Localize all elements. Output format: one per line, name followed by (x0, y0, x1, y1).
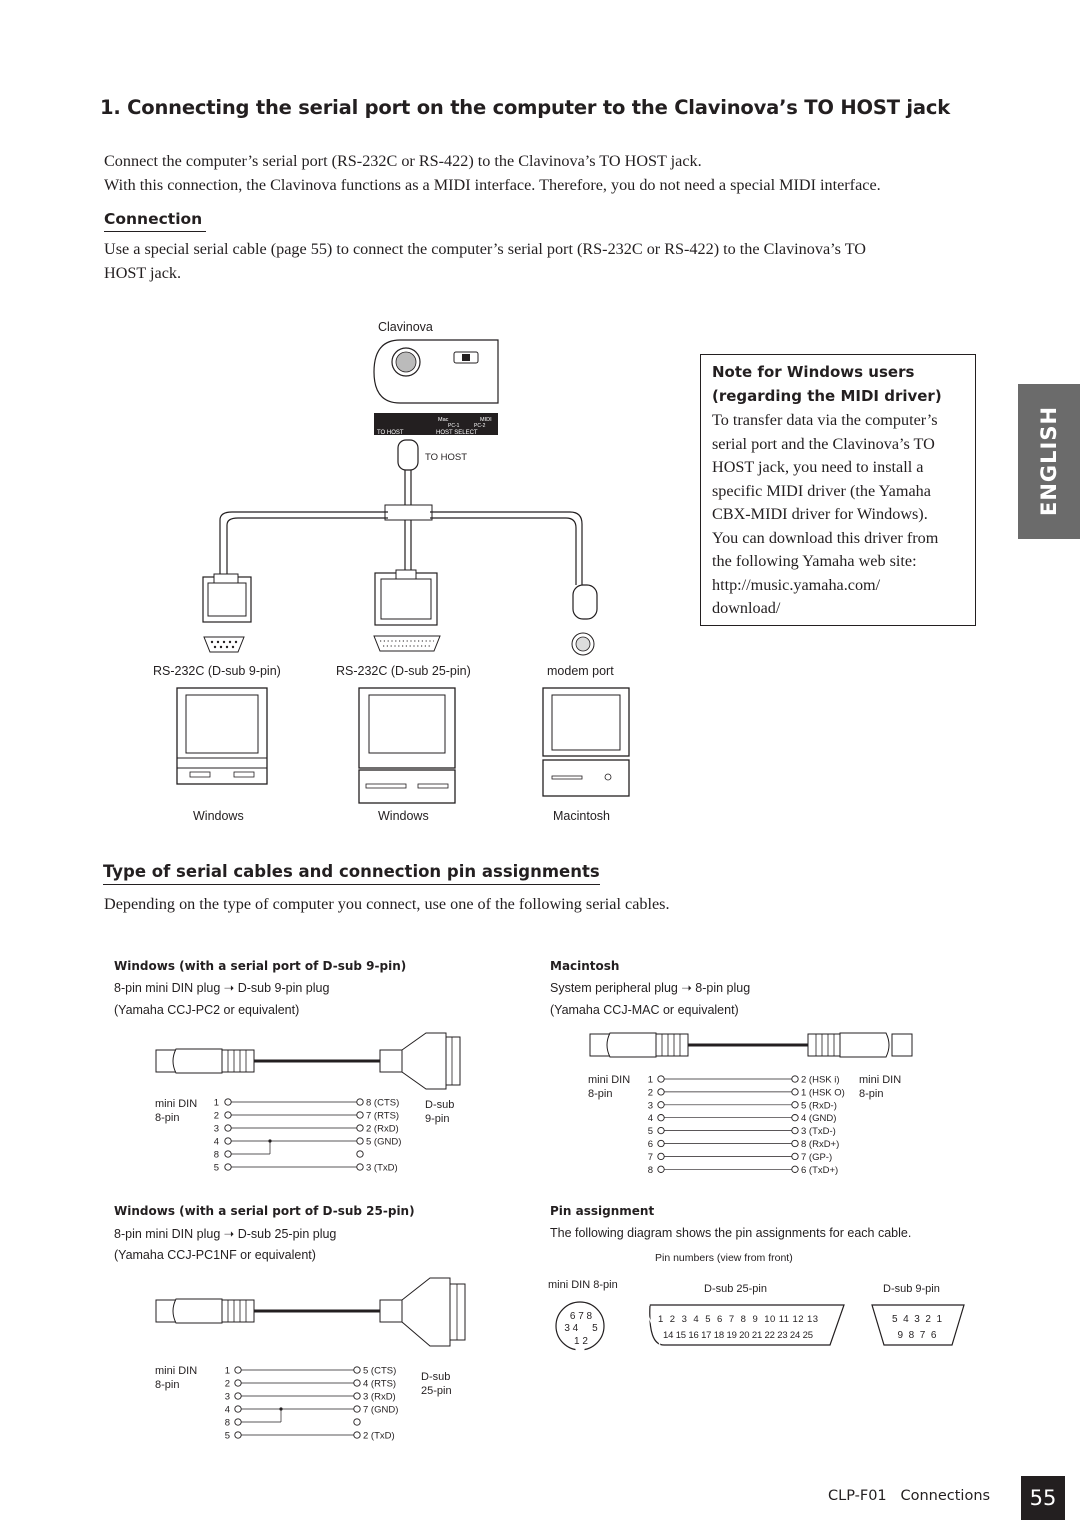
note-line: serial port and the Clavinova’s TO (712, 434, 935, 453)
pin-left-circle (225, 1125, 231, 1131)
port-label-dsub9: RS-232C (D-sub 9-pin) (153, 664, 281, 678)
pin-right-label: 2 (HSK i) (801, 1074, 840, 1086)
pin-left-label: 1 (213, 1097, 219, 1109)
pin-left-circle (658, 1153, 664, 1159)
intro-line-2: With this connection, the Clavinova functions as a MIDI interface. Therefore, you do not need a special MIDI interface. (104, 176, 881, 194)
svg-text:8-pin: 8-pin (155, 1379, 180, 1391)
svg-text:8-pin: 8-pin (859, 1088, 884, 1100)
svg-text:1 2 3 4 5 6 7 8 9 10: 1 2 3 4 5 6 7 8 9 10 11 12 13 (658, 1314, 818, 1325)
svg-text:9-pin: 9-pin (425, 1113, 450, 1125)
pin-right-circle (357, 1099, 363, 1105)
page-number: 55 (1021, 1476, 1065, 1520)
pin-right-label: 8 (CTS) (366, 1097, 400, 1109)
svg-text:PC-1: PC-1 (448, 423, 460, 429)
junction-dot (279, 1407, 282, 1410)
cable-win9-wiring (150, 1094, 470, 1174)
cable-mac-diagram (585, 1030, 925, 1066)
pin-right-circle (354, 1393, 360, 1399)
cable-mac-wiring (585, 1068, 925, 1178)
pin-left-circle (658, 1140, 664, 1146)
pin-right-label: 3 (RxD) (363, 1391, 396, 1403)
pin-left-label: 8 (213, 1149, 219, 1161)
pin-right-circle (792, 1076, 798, 1082)
pin-left-circle (658, 1127, 664, 1133)
pin-left-circle (235, 1432, 241, 1438)
section-heading: 1. Connecting the serial port on the computer to the Clavinova’s TO HOST jack (100, 96, 950, 119)
pin-left-label: 4 (224, 1404, 230, 1416)
pin-left-circle (235, 1419, 241, 1425)
cable-mac-title: Macintosh (550, 959, 620, 973)
svg-text:HOST SELECT: HOST SELECT (436, 430, 478, 436)
cable-win25-diagram (150, 1272, 480, 1352)
cable-win25-plug: 8-pin mini DIN plug ➝ D-sub 25-pin plug (114, 1227, 337, 1241)
pin-right-circle (792, 1127, 798, 1133)
pin-right-label: 7 (GND) (363, 1404, 399, 1416)
note-line: To transfer data via the computer’s (712, 411, 938, 429)
computer-label-windows-1: Windows (193, 809, 244, 823)
pin-left-label: 7 (647, 1151, 653, 1163)
note-line: specific MIDI driver (the Yamaha (712, 481, 931, 500)
note-line: You can download this driver from (712, 528, 939, 547)
note-box (700, 354, 976, 626)
pin-right-circle (354, 1432, 360, 1438)
pin-right-label: 3 (TxD-) (801, 1126, 836, 1138)
cable-mac-plug: System peripheral plug ➝ 8-pin plug (550, 981, 751, 995)
svg-text:MIDI: MIDI (480, 417, 492, 423)
pin-left-label: 3 (647, 1100, 653, 1112)
svg-text:mini DIN: mini DIN (588, 1074, 631, 1086)
pin-right-circle (354, 1419, 360, 1425)
pin-left-circle (225, 1138, 231, 1144)
svg-text:25-pin: 25-pin (421, 1385, 452, 1397)
svg-text:PC-2: PC-2 (474, 423, 486, 429)
note-line: HOST jack, you need to install a (712, 458, 924, 476)
svg-text:mini DIN: mini DIN (859, 1074, 902, 1086)
pin-left-circle (658, 1166, 664, 1172)
pin-assignment-text: The following diagram shows the pin assignments for each cable. (550, 1226, 912, 1240)
svg-text:D-sub: D-sub (425, 1099, 455, 1111)
pin-left-label: 2 (647, 1087, 653, 1099)
pin-left-circle (235, 1380, 241, 1386)
footer-label: CLP-F01 Connections (828, 1488, 991, 1504)
pin-right-circle (354, 1367, 360, 1373)
svg-text:8-pin: 8-pin (155, 1112, 180, 1124)
pin-assignment-diagram (540, 1270, 980, 1360)
language-tab-label: ENGLISH (1037, 405, 1061, 517)
pin-right-circle (357, 1112, 363, 1118)
pin-left-circle (225, 1112, 231, 1118)
pin-left-circle (235, 1367, 241, 1373)
pin-left-label: 2 (213, 1110, 219, 1122)
language-tab (1018, 384, 1080, 539)
pin-right-label: 7 (RTS) (366, 1110, 400, 1122)
connection-diagram (140, 310, 660, 830)
note-title-2: (regarding the MIDI driver) (712, 387, 942, 405)
pin-view-note: Pin numbers (view from front) (655, 1252, 793, 1264)
connection-text-1: Use a special serial cable (page 55) to connect the computer’s serial port (RS-232C or RS-422) to the Clavinova’s TO (104, 240, 866, 258)
pin-right-circle (357, 1164, 363, 1170)
pin-left-circle (225, 1164, 231, 1170)
pin-right-circle (792, 1102, 798, 1108)
cable-win9-plug: 8-pin mini DIN plug ➝ D-sub 9-pin plug (114, 981, 330, 995)
pin-right-label: 7 (GP-) (801, 1151, 833, 1163)
intro-line-1: Connect the computer’s serial port (RS-232C or RS-422) to the Clavinova’s TO HOST jack. (104, 152, 702, 170)
pin-left-label: 1 (647, 1074, 653, 1086)
svg-text:TO HOST: TO HOST (377, 430, 404, 436)
pin-left-label: 5 (647, 1126, 653, 1138)
note-line: the following Yamaha web site: (712, 552, 917, 570)
pin-right-circle (792, 1115, 798, 1121)
pin-right-label: 4 (GND) (801, 1113, 837, 1125)
cable-win25-wiring (150, 1356, 470, 1442)
pin-left-label: 5 (224, 1430, 230, 1442)
svg-text:8-pin: 8-pin (588, 1088, 613, 1100)
pin-left-circle (235, 1393, 241, 1399)
pin-left-label: 4 (213, 1136, 219, 1148)
svg-text:mini DIN: mini DIN (155, 1098, 198, 1110)
types-text: Depending on the type of computer you connect, use one of the following serial cables. (104, 895, 670, 913)
pin-left-circle (225, 1151, 231, 1157)
pin-right-label: 5 (GND) (366, 1136, 402, 1148)
svg-text:14 15 16 17 18 19 20 21 22 23: 14 15 16 17 18 19 20 21 22 23 24 25 (663, 1330, 813, 1341)
pin-right-circle (354, 1406, 360, 1412)
cable-mac-model: (Yamaha CCJ-MAC or equivalent) (550, 1003, 739, 1017)
pin-left-label: 6 (647, 1139, 653, 1150)
pin-right-label: 2 (RxD) (366, 1123, 399, 1135)
pin-left-circle (225, 1099, 231, 1105)
pin-left-label: 5 (213, 1162, 219, 1174)
pin-right-label: 3 (TxD) (366, 1162, 398, 1174)
pin-right-label: 5 (RxD-) (801, 1100, 837, 1112)
cable-win25-title: Windows (with a serial port of D-sub 25-pin) (114, 1204, 415, 1218)
pin-right-circle (792, 1089, 798, 1095)
pin-right-circle (357, 1138, 363, 1144)
pin-right-label: 8 (RxD+) (801, 1139, 840, 1150)
pin-right-label: 6 (TxD+) (801, 1164, 839, 1176)
svg-text:mini DIN 8-pin: mini DIN 8-pin (548, 1279, 618, 1291)
pin-left-circle (658, 1076, 664, 1082)
svg-text:9 8 7 6: 9 8 7 6 (897, 1330, 937, 1341)
pin-left-circle (658, 1102, 664, 1108)
svg-text:mini DIN: mini DIN (155, 1365, 198, 1377)
pin-right-circle (792, 1166, 798, 1172)
pin-right-circle (792, 1140, 798, 1146)
pin-right-circle (354, 1380, 360, 1386)
pin-right-label: 2 (TxD) (363, 1430, 395, 1442)
pin-right-label: 5 (CTS) (363, 1365, 397, 1377)
pin-right-circle (357, 1151, 363, 1157)
svg-text:1 2: 1 2 (574, 1336, 588, 1347)
note-title-1: Note for Windows users (712, 363, 915, 381)
pin-right-circle (357, 1125, 363, 1131)
pin-right-label: 4 (RTS) (363, 1378, 397, 1390)
connection-text-2: HOST jack. (104, 264, 182, 282)
pin-assignment-title: Pin assignment (550, 1204, 655, 1218)
pin-left-label: 8 (647, 1164, 653, 1176)
pin-left-label: 3 (213, 1123, 219, 1135)
svg-text:3 4 5: 3 4 5 (564, 1323, 598, 1334)
pin-left-circle (658, 1089, 664, 1095)
types-heading: Type of serial cables and connection pin assignments (103, 862, 600, 885)
pin-left-label: 1 (224, 1365, 230, 1377)
cable-win9-title: Windows (with a serial port of D-sub 9-pin) (114, 959, 407, 973)
pin-right-circle (792, 1153, 798, 1159)
pin-left-circle (658, 1115, 664, 1121)
junction-dot (268, 1139, 271, 1142)
pin-left-circle (235, 1406, 241, 1412)
svg-text:5 4 3 2 1: 5 4 3 2 1 (891, 1314, 943, 1325)
to-host-label: TO HOST (425, 452, 468, 463)
svg-text:D-sub: D-sub (421, 1371, 451, 1383)
port-label-dsub25: RS-232C (D-sub 25-pin) (336, 664, 471, 678)
pin-left-label: 3 (224, 1391, 230, 1403)
svg-text:D-sub 25-pin: D-sub 25-pin (704, 1283, 767, 1295)
connection-heading: Connection (104, 210, 206, 232)
svg-text:D-sub 9-pin: D-sub 9-pin (883, 1283, 940, 1295)
computer-label-macintosh: Macintosh (553, 809, 610, 823)
computer-label-windows-2: Windows (378, 809, 429, 823)
note-url-line: http://music.yamaha.com/ (712, 575, 881, 594)
pin-left-label: 2 (224, 1378, 230, 1390)
cable-win25-model: (Yamaha CCJ-PC1NF or equivalent) (114, 1248, 316, 1262)
pin-right-label: 1 (HSK O) (801, 1087, 845, 1099)
clavinova-label: Clavinova (378, 320, 433, 334)
pin-left-label: 8 (224, 1417, 230, 1429)
note-line: CBX-MIDI driver for Windows). (712, 505, 928, 523)
svg-text:6 7 8: 6 7 8 (569, 1311, 593, 1322)
port-label-modem: modem port (547, 664, 614, 678)
cable-win9-model: (Yamaha CCJ-PC2 or equivalent) (114, 1003, 300, 1017)
note-url-line: download/ (712, 599, 781, 617)
svg-text:Mac: Mac (438, 417, 449, 423)
pin-left-label: 4 (647, 1113, 653, 1125)
